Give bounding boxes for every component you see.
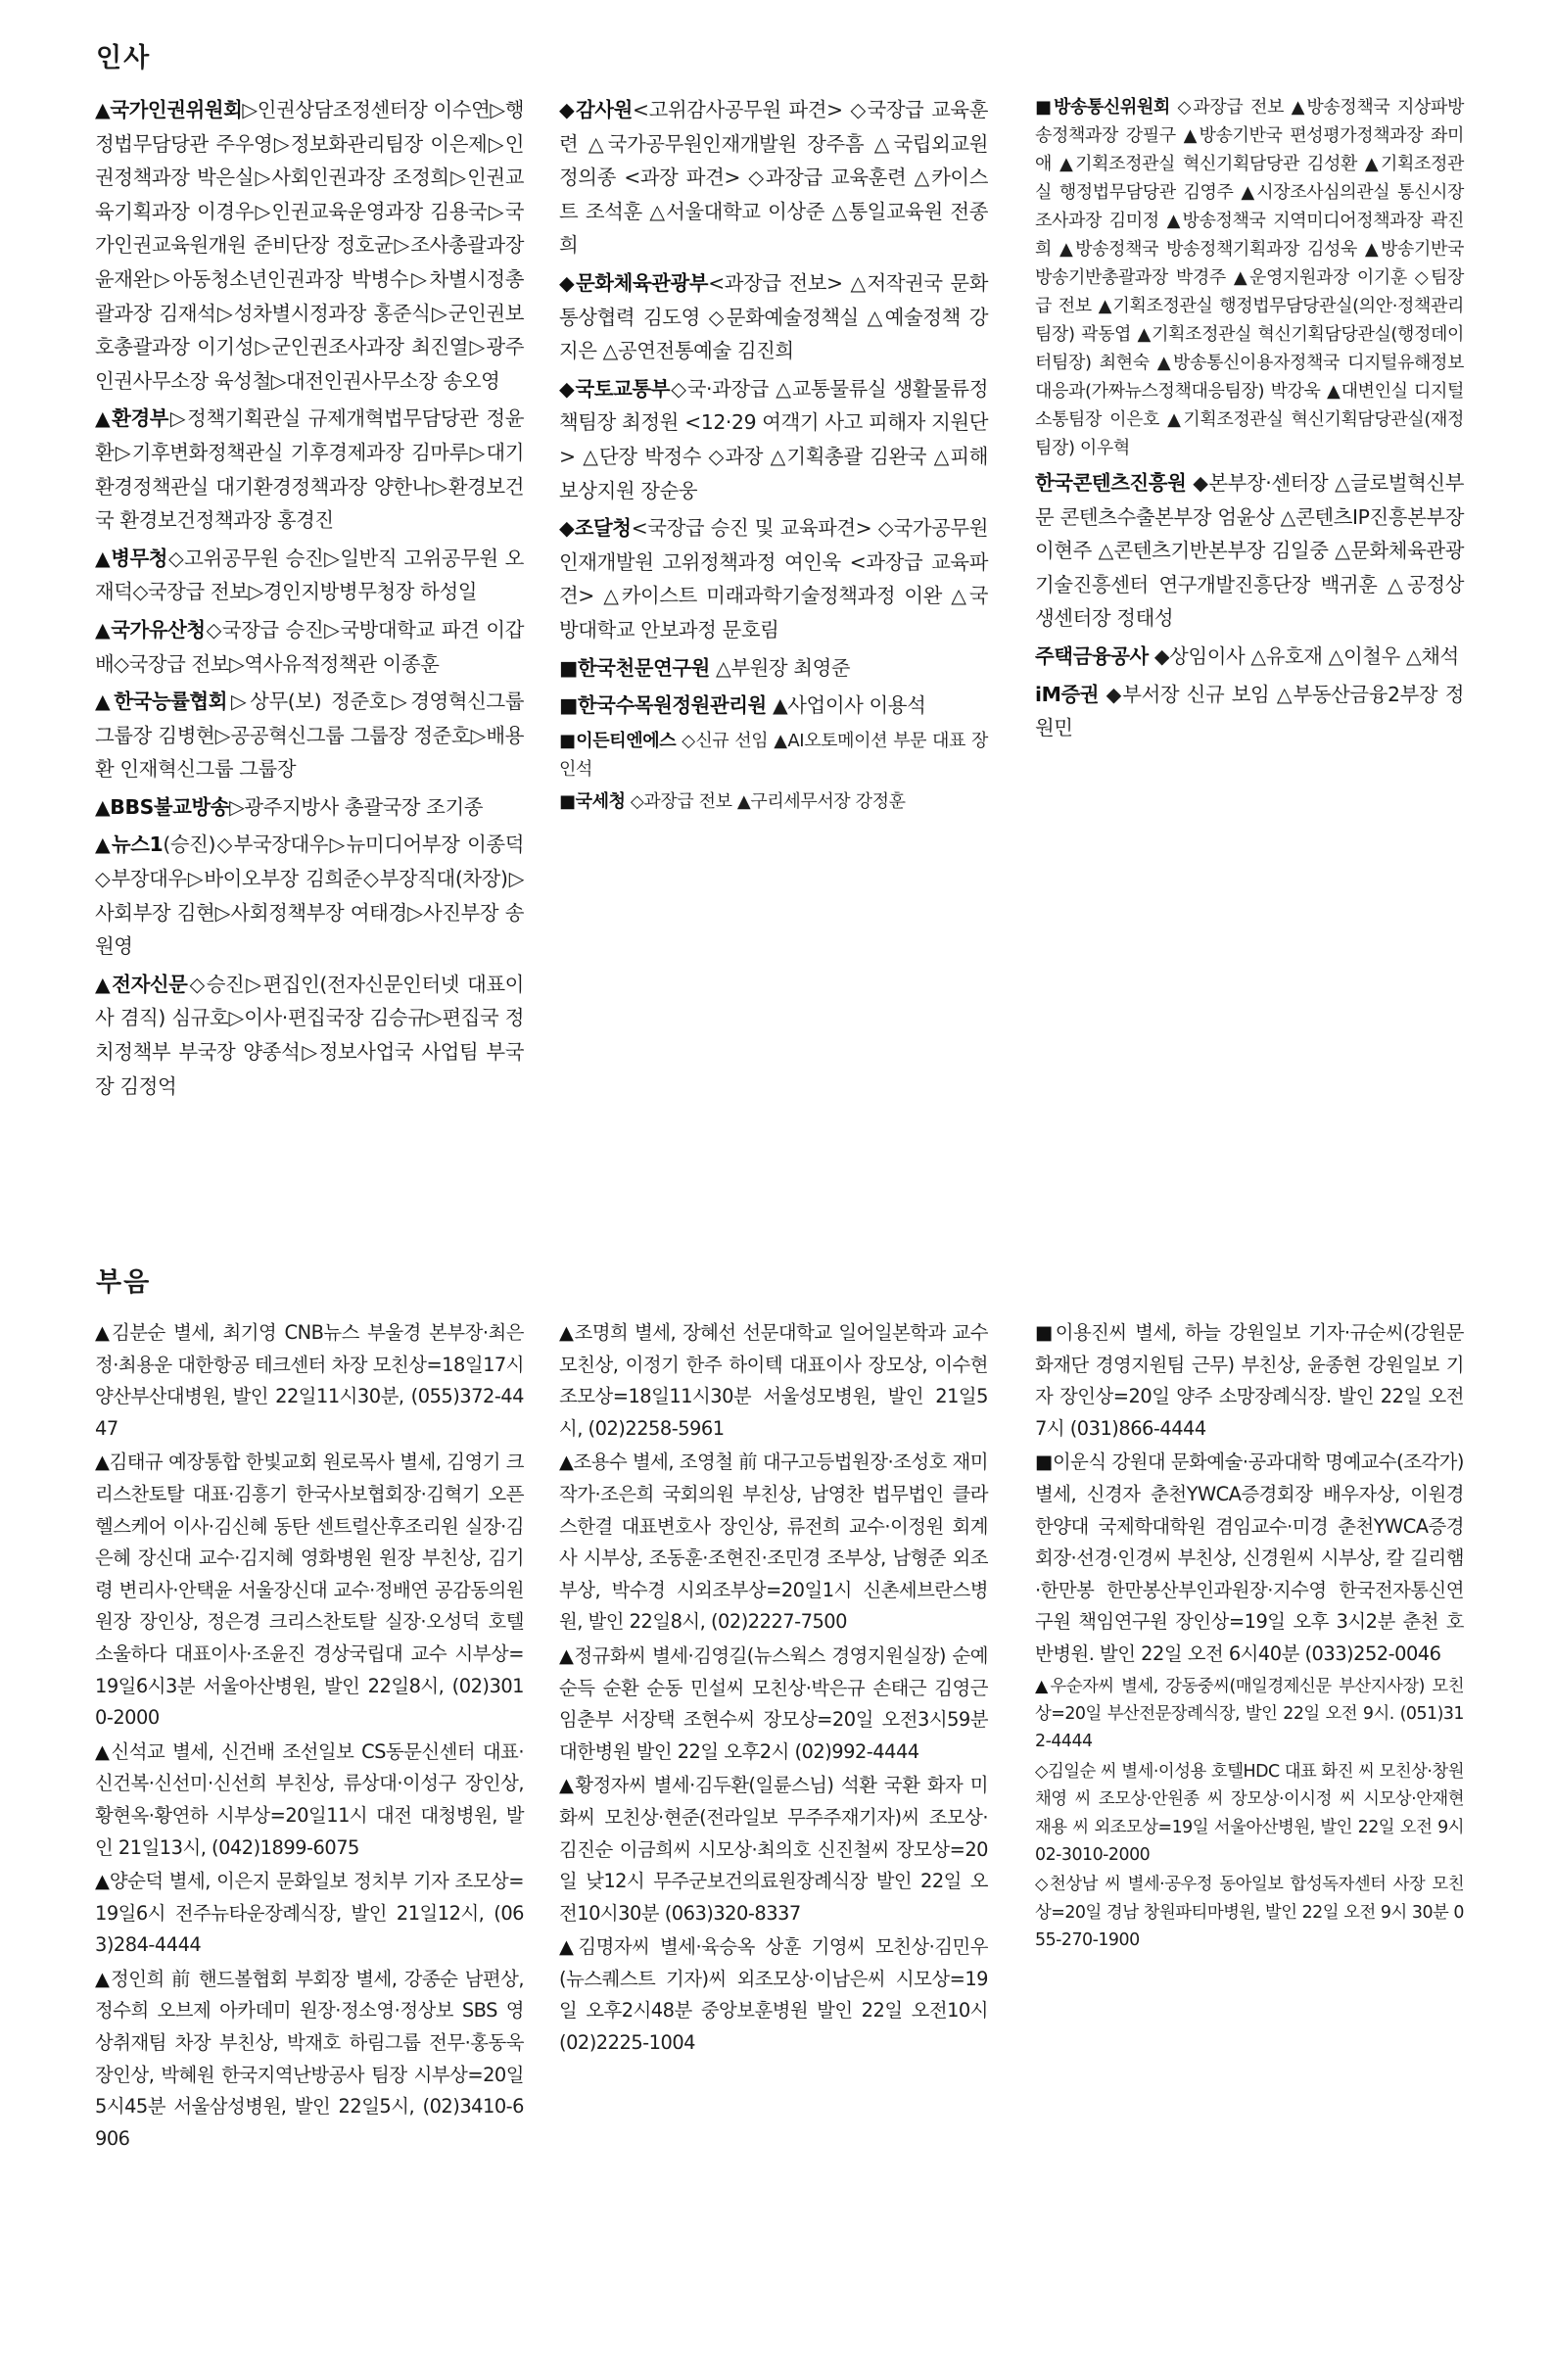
entry-text: 정인희 前 핸드볼협회 부회장 별세, 강종순 남편상, 정수희 오브제 아카데미 원장·정소영·정상보 SBS 영상취재팀 차장 부친상, 박재호 하림그룹 전무·홍동욱 장인상, 박혜원 한국지역난방공사 팀장 시부상=20일5시45분 서울삼성병원, 발인 22일5시, (02)3410-6906	[95, 1967, 524, 2150]
entry-text: 이용진씨 별세, 하늘 강원일보 기자·규순씨(강원문화재단 경영지원팀 근무) 부친상, 윤종현 강원일보 기자 장인상=20일 양주 소망장례식장. 발인 22일 오전 7시 (031)866-4444	[1035, 1321, 1464, 1440]
organization-name: 감사원	[575, 98, 633, 121]
personnel-section	[0, 39, 1553, 1254]
entry-marker: ▲	[95, 1739, 112, 1763]
obituary-entry	[1035, 1673, 1464, 1756]
organization-name: 조달청	[574, 516, 632, 541]
entry-text: 김태규 예장통합 한빛교회 원로목사 별세, 김영기 크리스찬토탈 대표·김흥기 한국사보협회장·김혁기 오픈헬스케어 이사·김신혜 동탄 센트럴산후조리원 실장·김은혜 장신대 교수·김지혜 영화병원 원장 부친상, 김기령 변리사·안택윤 서울장신대 교수·정배연 공감동의원 원장 장인상, 정은경 크리스찬토탈 실장·오성덕 호텔소울하다 대표이사·조윤진 경상국립대 교수 시부상=19일6시3분 서울아산병원, 발인 22일8시, (02)3010-2000	[95, 1451, 524, 1730]
entry-text: 황정자씨 별세·김두환(일륜스님) 석환 국환 화자 미화씨 모친상·현준(전라일보 무주주재기자)씨 조모상·김진순 이금희씨 시모상·최의호 신진철씨 장모상=20일 낮12시 무주군보건의료원장례식장 발인 22일 오전10시30분 (063)320-8337	[559, 1774, 988, 1925]
personnel-entry	[95, 402, 524, 537]
obituary-column-2	[559, 1317, 988, 2062]
personnel-entry	[559, 651, 988, 686]
personnel-entry	[559, 727, 988, 784]
entry-marker: ■	[1035, 1451, 1053, 1474]
entry-text: 김분순 별세, 최기영 CNB뉴스 부울경 본부장·최은정·최용운 대한항공 테크센터 차장 모친상=18일17시 양산부산대병원, 발인 22일11시30분, (055)372-4447	[95, 1321, 524, 1440]
organization-name: 문화체육관광부	[575, 270, 709, 295]
entry-text: ◇과장급 전보 ▲구리세무서장 강정훈	[625, 790, 906, 812]
obituary-entry	[95, 1447, 524, 1734]
obituary-entry	[1035, 1871, 1464, 1954]
entry-text: ◇승진▷편집인(전자신문인터넷 대표이사 겸직) 심규호▷이사·편집국장 김승규▷편집국 정치정책부 부국장 양종석▷정보사업국 사업팀 부국장 김정억	[95, 972, 524, 1098]
entry-text: 정규화씨 별세·김영길(뉴스웍스 경영지원실장) 순예 순득 순환 순동 민설씨 모친상·박은규 손태근 김영근 임춘부 서장택 조현수씨 장모상=20일 오전3시59분 대한병원 발인 22일 오후2시 (02)992-4444	[559, 1643, 988, 1763]
personnel-entry	[559, 511, 988, 646]
personnel-entry	[559, 372, 988, 507]
personnel-entry	[95, 93, 524, 398]
organization-name: 국가인권위원회	[110, 98, 243, 121]
entry-marker: ▲	[95, 1321, 113, 1344]
organization-name: 환경부	[112, 406, 169, 431]
entry-marker: ▲	[95, 98, 111, 121]
personnel-entry	[1035, 678, 1464, 745]
entry-text: ▲사업이사 이용석	[766, 693, 926, 718]
organization-name: 국세청	[575, 790, 626, 812]
entry-text: 조명희 별세, 장혜선 선문대학교 일어일본학과 교수 모친상, 이정기 한주 하이텍 대표이사 장모상, 이수현 조모상=18일11시30분 서울성모병원, 발인 21일5시, (02)2258-5961	[559, 1321, 988, 1440]
personnel-entry	[559, 266, 988, 368]
entry-text: ▷상무(보) 정준호▷경영혁신그룹 그룹장 김병현▷공공혁신그룹 그룹장 정준호▷배용환 인재혁신그룹 그룹장	[95, 690, 524, 782]
obituary-entry	[559, 1447, 988, 1639]
entry-text: ◇고위공무원 승진▷일반직 고위공무원 오재덕◇국장급 전보▷경인지방병무청장 하성일	[95, 546, 524, 604]
entry-text: ◇국장급 승진▷국방대학교 파견 이갑배◇국장급 전보▷역사유적정책관 이종훈	[95, 617, 524, 676]
obituary-entry	[559, 1641, 988, 1768]
obituary-entry	[559, 1770, 988, 1929]
obituary-entry	[559, 1317, 988, 1445]
entry-marker: ▲	[95, 972, 113, 996]
personnel-column-2	[559, 93, 988, 820]
entry-marker: ▲	[95, 1870, 110, 1893]
obituary-entry	[95, 1737, 524, 1864]
obituary-entry	[95, 1317, 524, 1445]
entry-text: ▷광주지방사 총괄국장 조기종	[229, 794, 484, 819]
organization-name: BBS불교방송	[110, 794, 230, 819]
entry-marker: ◆	[559, 98, 576, 121]
entry-marker: ▲	[1035, 1676, 1051, 1696]
obituary-entry	[1035, 1317, 1464, 1445]
organization-name: iM증권	[1035, 682, 1100, 706]
entry-text: ◇국·과장급 △교통물류실 생활물류정책팀장 최정원 <12·29 여객기 사고 피해자 지원단> △단장 박정수 ◇과장 △기획총괄 김완국 △피해보상지원 장순웅	[559, 376, 988, 502]
entry-text: 천상남 씨 별세·공우정 동아일보 합성독자센터 사장 모친상=20일 경남 창원파티마병원, 발인 22일 오전 9시 30분 055-270-1900	[1035, 1875, 1464, 1951]
entry-marker: ▲	[95, 617, 112, 642]
entry-marker: ▲	[95, 406, 113, 431]
entry-marker: ■	[1035, 1321, 1056, 1344]
entry-text: <과장급 전보> △저작권국 문화통상협력 김도영 ◇문화예술정책실 △예술정책 강지은 △공연전통예술 김진희	[559, 270, 988, 363]
personnel-entry	[559, 689, 988, 723]
entry-marker: ▲	[95, 546, 112, 570]
entry-marker: ▲	[559, 1643, 575, 1667]
organization-name: 전자신문	[112, 972, 188, 996]
personnel-entry	[95, 613, 524, 681]
personnel-entry	[95, 542, 524, 609]
entry-marker: ▲	[95, 1451, 110, 1474]
entry-text: ◇과장급 전보 ▲방송정책국 지상파방송정책과장 강필구 ▲방송기반국 편성평가정책과장 좌미애 ▲기획조정관실 혁신기획담당관 김성환 ▲기획조정관실 행정법무담당관 김영주 ▲시장조사심의관실 통신시장조사과장 김미정 ▲방송정책국 지역미디어정책과장 곽진희 ▲방송정책국 방송정책기획과장 김성욱 ▲방송기반국 방송기반총괄과장 박경주 ▲운영지원과장 이기훈 ◇팀장급 전보 ▲기획조정관실 행정법무담당관실(의안·정책관리팀장) 곽동엽 ▲기획조정관실 혁신기획담당관실(행정데이터팀장) 최현숙 ▲방송통신이용자정책국 디지털유해정보대응과(가짜뉴스정책대응팀장) 박강욱 ▲대변인실 디지털소통팀장 이은호 ▲기획조정관실 혁신기획담당관실(재정팀장) 이우혁	[1035, 97, 1464, 458]
entry-marker: ■	[559, 655, 578, 680]
entry-text: △부원장 최영준	[709, 655, 851, 680]
entry-text: ◇신규 선임 ▲AI오토메이션 부문 대표 장인석	[559, 730, 989, 780]
personnel-entry	[95, 685, 524, 786]
entry-marker: ◇	[1035, 1875, 1051, 1895]
entry-text: 신석교 별세, 신건배 조선일보 CS동문신센터 대표·신건복·신선미·신선희 부친상, 류상대·이성구 장인상, 황현옥·황연하 시부상=20일11시 대전 대청병원, 발인 21일13시, (042)1899-6075	[95, 1739, 524, 1859]
organization-name: 국토교통부	[575, 376, 670, 401]
organization-name: 주택금융공사	[1035, 643, 1149, 668]
entry-text: 이운식 강원대 문화예술·공과대학 명예교수(조각가) 별세, 신경자 춘천YWCA증경회장 배우자상, 이원경 한양대 국제학대학원 겸임교수·미경 춘천YWCA증경회장·선경·인경씨 부친상, 신경원씨 시부상, 칼 길리햄·한만봉 한만봉산부인과원장·지수영 한국전자통신연구원 책임연구원 장인상=19일 오후 3시2분 춘천 호반병원. 발인 22일 오전 6시40분 (033)252-0046	[1035, 1451, 1464, 1665]
entry-marker: ▲	[95, 794, 111, 819]
personnel-column-1	[95, 93, 524, 1107]
organization-name: 한국콘텐츠진흥원	[1035, 471, 1187, 495]
entry-text: 조용수 별세, 조영철 前 대구고등법원장·조성호 재미작가·조은희 국회의원 부친상, 남영찬 법무법인 클라스한결 대표변호사 장인상, 류전희 교수·이정원 회계사 시부상, 조동훈·조현진·조민경 조부상, 남형준 외조부상, 박수경 시외조부상=20일1시 신촌세브란스병원, 발인 22일8시, (02)2227-7500	[559, 1451, 988, 1634]
obituary-heading: 부음	[96, 1267, 152, 1298]
organization-name: 한국능률협회	[114, 690, 228, 714]
entry-marker: ▲	[95, 690, 115, 714]
entry-text: ◆본부장·센터장 △글로벌혁신부문 콘텐츠수출본부장 엄윤상 △콘텐츠IP진흥본부장 이현주 △콘텐츠기반본부장 김일중 △문화체육관광기술진흥센터 연구개발진흥단장 백귀훈 △공정상생센터장 정태성	[1035, 471, 1464, 631]
entry-marker: ■	[559, 693, 578, 718]
entry-marker: ◆	[559, 270, 576, 295]
entry-text: 우순자씨 별세, 강동중씨(매일경제신문 부산지사장) 모친상=20일 부산전문장례식장, 발인 22일 오전 9시. (051)312-4444	[1035, 1676, 1464, 1752]
entry-marker: ◇	[1035, 1761, 1048, 1782]
entry-marker: ▲	[95, 833, 112, 857]
entry-text: <고위감사공무원 파견> ◇국장급 교육훈련 △국가공무원인재개발원 장주흠 △국립외교원 정의종 <과장 파견> ◇과장급 교육훈련 △카이스트 조석훈 △서울대학교 이상준 △통일교육원 전종희	[559, 98, 988, 258]
entry-marker: ■	[559, 790, 576, 812]
entry-marker: ▲	[559, 1935, 579, 1959]
personnel-entry	[559, 787, 988, 816]
entry-marker: ■	[559, 730, 577, 751]
entry-marker: ▲	[559, 1774, 576, 1797]
personnel-column-3	[1035, 93, 1464, 749]
entry-marker: ▲	[95, 1967, 112, 1990]
obituary-entry	[559, 1931, 988, 2059]
personnel-entry	[559, 93, 988, 262]
personnel-entry	[1035, 93, 1464, 462]
obituary-column-1	[95, 1317, 524, 2157]
obituary-entry	[95, 1866, 524, 1962]
obituary-entry	[1035, 1758, 1464, 1870]
entry-text: ▷정책기획관실 규제개혁법무담당관 정윤환▷기후변화정책관실 기후경제과장 김마루▷대기환경정책관실 대기환경정책과장 양한나▷환경보건국 환경보건정책과장 홍경진	[95, 406, 524, 533]
organization-name: 국가유산청	[111, 617, 206, 642]
organization-name: 병무청	[111, 546, 168, 570]
entry-marker: ◆	[559, 516, 575, 541]
personnel-heading: 인사	[96, 43, 152, 73]
organization-name: 방송통신위원회	[1053, 97, 1170, 118]
obituary-section	[0, 1263, 1553, 2360]
entry-text: <국장급 승진 및 교육파견> ◇국가공무원인재개발원 고위정책과정 여인욱 <과장급 교육파견> △카이스트 미래과학기술정책과정 이완 △국방대학교 안보과정 문호림	[559, 516, 988, 642]
entry-marker: ◆	[559, 376, 576, 401]
personnel-entry	[95, 968, 524, 1103]
organization-name: 이든티엔에스	[576, 730, 677, 751]
obituary-entry	[1035, 1447, 1464, 1670]
entry-marker: ▲	[559, 1321, 575, 1344]
personnel-entry	[95, 790, 524, 825]
organization-name: 한국수목원정원관리원	[577, 693, 767, 718]
entry-text: (승진)◇부국장대우▷뉴미디어부장 이종덕◇부장대우▷바이오부장 김희준◇부장직대(차장)▷사회부장 김현▷사회정책부장 여태경▷사진부장 송원영	[95, 833, 524, 959]
entry-text: 양순덕 별세, 이은지 문화일보 정치부 기자 조모상=19일6시 전주뉴타운장례식장, 발인 21일12시, (063)284-4444	[95, 1870, 524, 1957]
entry-text: ◆부서장 신규 보임 △부동산금융2부장 정원민	[1035, 682, 1464, 740]
obituary-entry	[95, 1964, 524, 2156]
personnel-entry	[1035, 466, 1464, 636]
organization-name: 한국천문연구원	[577, 655, 710, 680]
entry-marker: ■	[1035, 97, 1054, 118]
entry-text: ▷인권상담조정센터장 이수연▷행정법무담당관 주우영▷정보화관리팀장 이은제▷인권정책과장 박은실▷사회인권과장 조정희▷인권교육기획과장 이경우▷인권교육운영과장 김용국▷국가인권교육원개원 준비단장 정호균▷조사총괄과장 윤재완▷아동청소년인권과장 박병수▷차별시정총괄과장 김재석▷성차별시정과장 홍준식▷군인권보호총괄과장 이기성▷군인권조사과장 최진열▷광주인권사무소장 육성철▷대전인권사무소장 송오영	[95, 98, 524, 393]
entry-marker: ▲	[559, 1451, 574, 1474]
obituary-column-3	[1035, 1317, 1464, 1957]
entry-text: 김명자씨 별세·육승옥 상훈 기영씨 모친상·김민우(뉴스퀘스트 기자)씨 외조모상·이남은씨 시모상=19일 오후2시48분 중앙보훈병원 발인 22일 오전10시 (02)2225-1004	[559, 1935, 988, 2055]
organization-name: 뉴스1	[111, 833, 164, 857]
personnel-entry	[95, 828, 524, 963]
entry-text: 김일순 씨 별세·이성용 호텔HDC 대표 화진 씨 모친상·창원 채영 씨 조모상·안원종 씨 장모상·이시정 씨 시모상·안재현 재용 씨 외조모상=19일 서울아산병원, 발인 22일 오전 9시 02-3010-2000	[1035, 1761, 1464, 1865]
personnel-entry	[1035, 640, 1464, 674]
entry-text: ◆상임이사 △유호재 △이철우 △채석	[1148, 643, 1459, 668]
